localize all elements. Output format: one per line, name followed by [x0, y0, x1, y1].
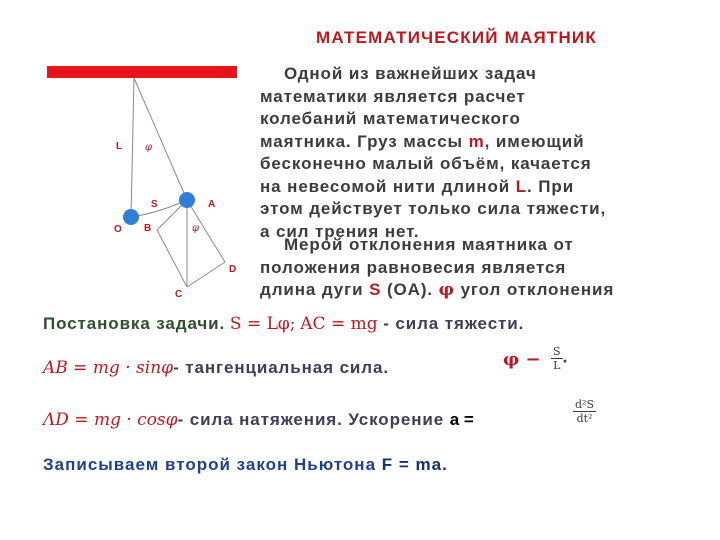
label-d: D — [229, 264, 237, 275]
bob-a — [179, 192, 195, 208]
label-a: A — [208, 199, 216, 210]
label-o: O — [114, 224, 122, 235]
label-l: L — [116, 141, 123, 152]
pendulum-string-a — [134, 78, 187, 200]
ceiling-bar — [47, 66, 237, 78]
newton-line — [43, 455, 448, 475]
line-bc — [157, 230, 187, 287]
intro-line-4: маятника. Груз массы m, имеющий — [260, 131, 585, 151]
accel-symbol: a = — [449, 410, 474, 429]
bob-o — [123, 209, 139, 225]
intro-line-5: бесконечно малый объём, качается — [260, 154, 592, 173]
intro-line-2: математики является расчет — [260, 86, 526, 106]
page-title: МАТЕМАТИЧЕСКИЙ МАЯТНИК — [316, 28, 597, 47]
intro-line-3: колебаний математического — [260, 109, 521, 128]
deviation-line-1: Мерой отклонения маятника от — [284, 235, 574, 254]
ad-description: - сила натяжения. Ускорение — [177, 410, 450, 429]
newton-text: Записываем второй закон Ньютона — [43, 455, 382, 474]
deviation-line-3: длина дуги S (OA). φ угол отклонения — [260, 280, 615, 300]
deviation-line-2: положения равновесия является — [260, 257, 567, 277]
length-symbol: L — [515, 176, 528, 196]
accel-fraction: $\frac{\text{d²S}}{\text{dt²}}$ — [575, 398, 594, 425]
ac-description: - сила тяжести. — [377, 314, 525, 333]
arc-symbol: S — [369, 280, 382, 299]
newton-formula: F = ma. — [381, 455, 448, 474]
intro-paragraph — [260, 63, 700, 243]
statement-line — [43, 314, 524, 334]
intro-line-8: а сил трения нет. — [260, 221, 420, 241]
label-c: C — [175, 289, 183, 300]
label-s: S — [151, 199, 158, 210]
s-formula: S = Lφ; — [229, 314, 296, 334]
label-phi-top: φ — [145, 142, 153, 153]
ad-formula: ΛD = mg · cosφ — [43, 410, 178, 430]
pendulum-string-o — [131, 78, 134, 217]
intro-line-7: этом действует только сила тяжести, — [260, 199, 607, 218]
label-b: B — [144, 223, 152, 234]
mass-symbol: m — [468, 131, 485, 151]
intro-line-1: Одной из важнейших задач — [284, 64, 537, 83]
ad-line — [43, 410, 474, 430]
ab-line — [43, 358, 389, 378]
ab-description: - тангенциальная сила. — [173, 358, 389, 377]
phi-equation: φ − — [503, 349, 541, 370]
phi-fraction: $\frac{S}{L}$ . — [553, 345, 568, 372]
deviation-paragraph — [260, 234, 700, 302]
intro-line-6: на невесомой нити длиной L. При — [260, 176, 575, 196]
label-phi-low: φ — [192, 223, 200, 234]
ac-formula: AC = mg — [300, 314, 378, 334]
statement-label: Постановка задачи. — [43, 314, 226, 333]
ab-formula: AB = mg · sinφ — [43, 358, 174, 378]
phi-symbol: φ — [438, 280, 455, 300]
line-cd — [187, 262, 225, 287]
